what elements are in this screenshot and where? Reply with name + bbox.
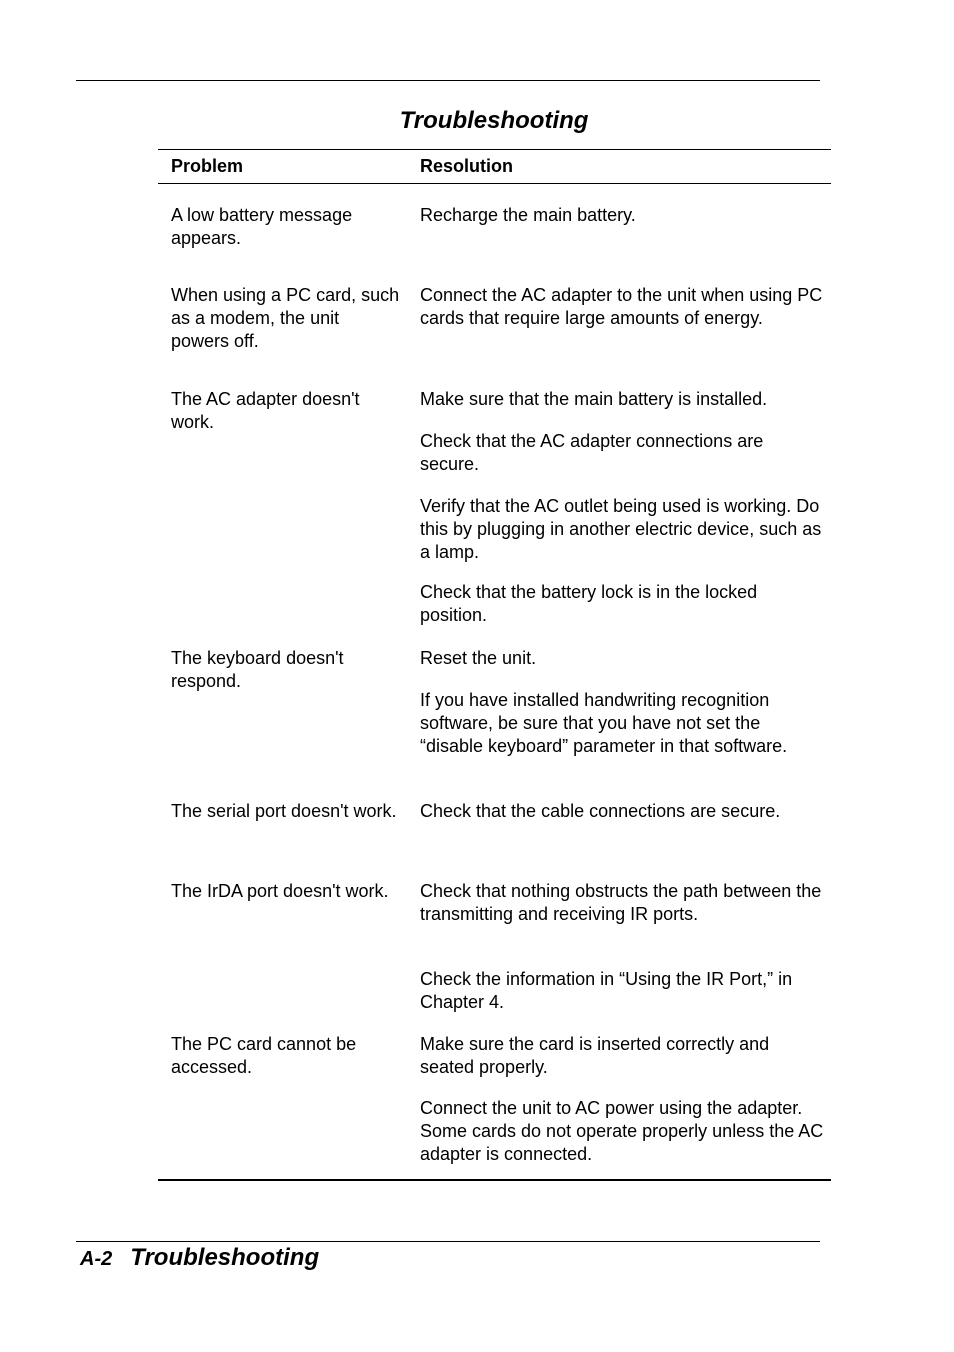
footer-section-title: Troubleshooting (130, 1244, 320, 1271)
resolution-cell: Recharge the main battery. (420, 205, 636, 225)
resolution-cell: If you have installed handwriting recognition software, be sure that you have not set the “disable keyboard” parameter in that software. (420, 690, 788, 756)
resolution-cell: Check the information in “Using the IR Port,” in Chapter 4. (420, 969, 793, 1012)
problem-cell: The serial port doesn't work. (171, 801, 397, 821)
page-title: Troubleshooting (399, 107, 589, 134)
resolution-cell: Make sure that the main battery is installed. (420, 389, 768, 409)
resolution-cell: Verify that the AC outlet being used is working. Do this by plugging in another electric device, such as a lamp. (420, 496, 822, 562)
table-header (158, 149, 831, 184)
resolution-cell: Make sure the card is inserted correctly and seated properly. (420, 1034, 770, 1077)
resolution-cell: Check that nothing obstructs the path between the transmitting and receiving IR ports. (420, 881, 822, 924)
problem-cell: The IrDA port doesn't work. (171, 881, 389, 901)
page-number: A-2 (80, 1248, 113, 1270)
resolution-cell: Reset the unit. (420, 648, 537, 668)
resolution-cell: Connect the AC adapter to the unit when using PC cards that require large amounts of energy. (420, 285, 823, 328)
header-problem: Problem (171, 156, 244, 176)
problem-cell: A low battery message appears. (171, 205, 353, 248)
page-footer (80, 1243, 319, 1276)
footer-rule (76, 1241, 820, 1242)
problem-cell: The PC card cannot be accessed. (171, 1034, 357, 1077)
problem-cell: The AC adapter doesn't work. (171, 389, 360, 432)
problem-cell: When using a PC card, such as a modem, the unit powers off. (171, 285, 400, 351)
resolution-cell: Check that the AC adapter connections are secure. (420, 431, 764, 474)
table-body (158, 184, 831, 1181)
resolution-cell: Connect the unit to AC power using the adapter. Some cards do not operate properly unless the AC adapter is connected. (420, 1098, 824, 1164)
resolution-cell: Check that the battery lock is in the locked position. (420, 582, 758, 625)
problem-cell: The keyboard doesn't respond. (171, 648, 344, 691)
header-rule (76, 80, 820, 81)
resolution-cell: Check that the cable connections are secure. (420, 801, 781, 821)
header-resolution: Resolution (420, 156, 513, 176)
troubleshooting-table (158, 149, 831, 1181)
